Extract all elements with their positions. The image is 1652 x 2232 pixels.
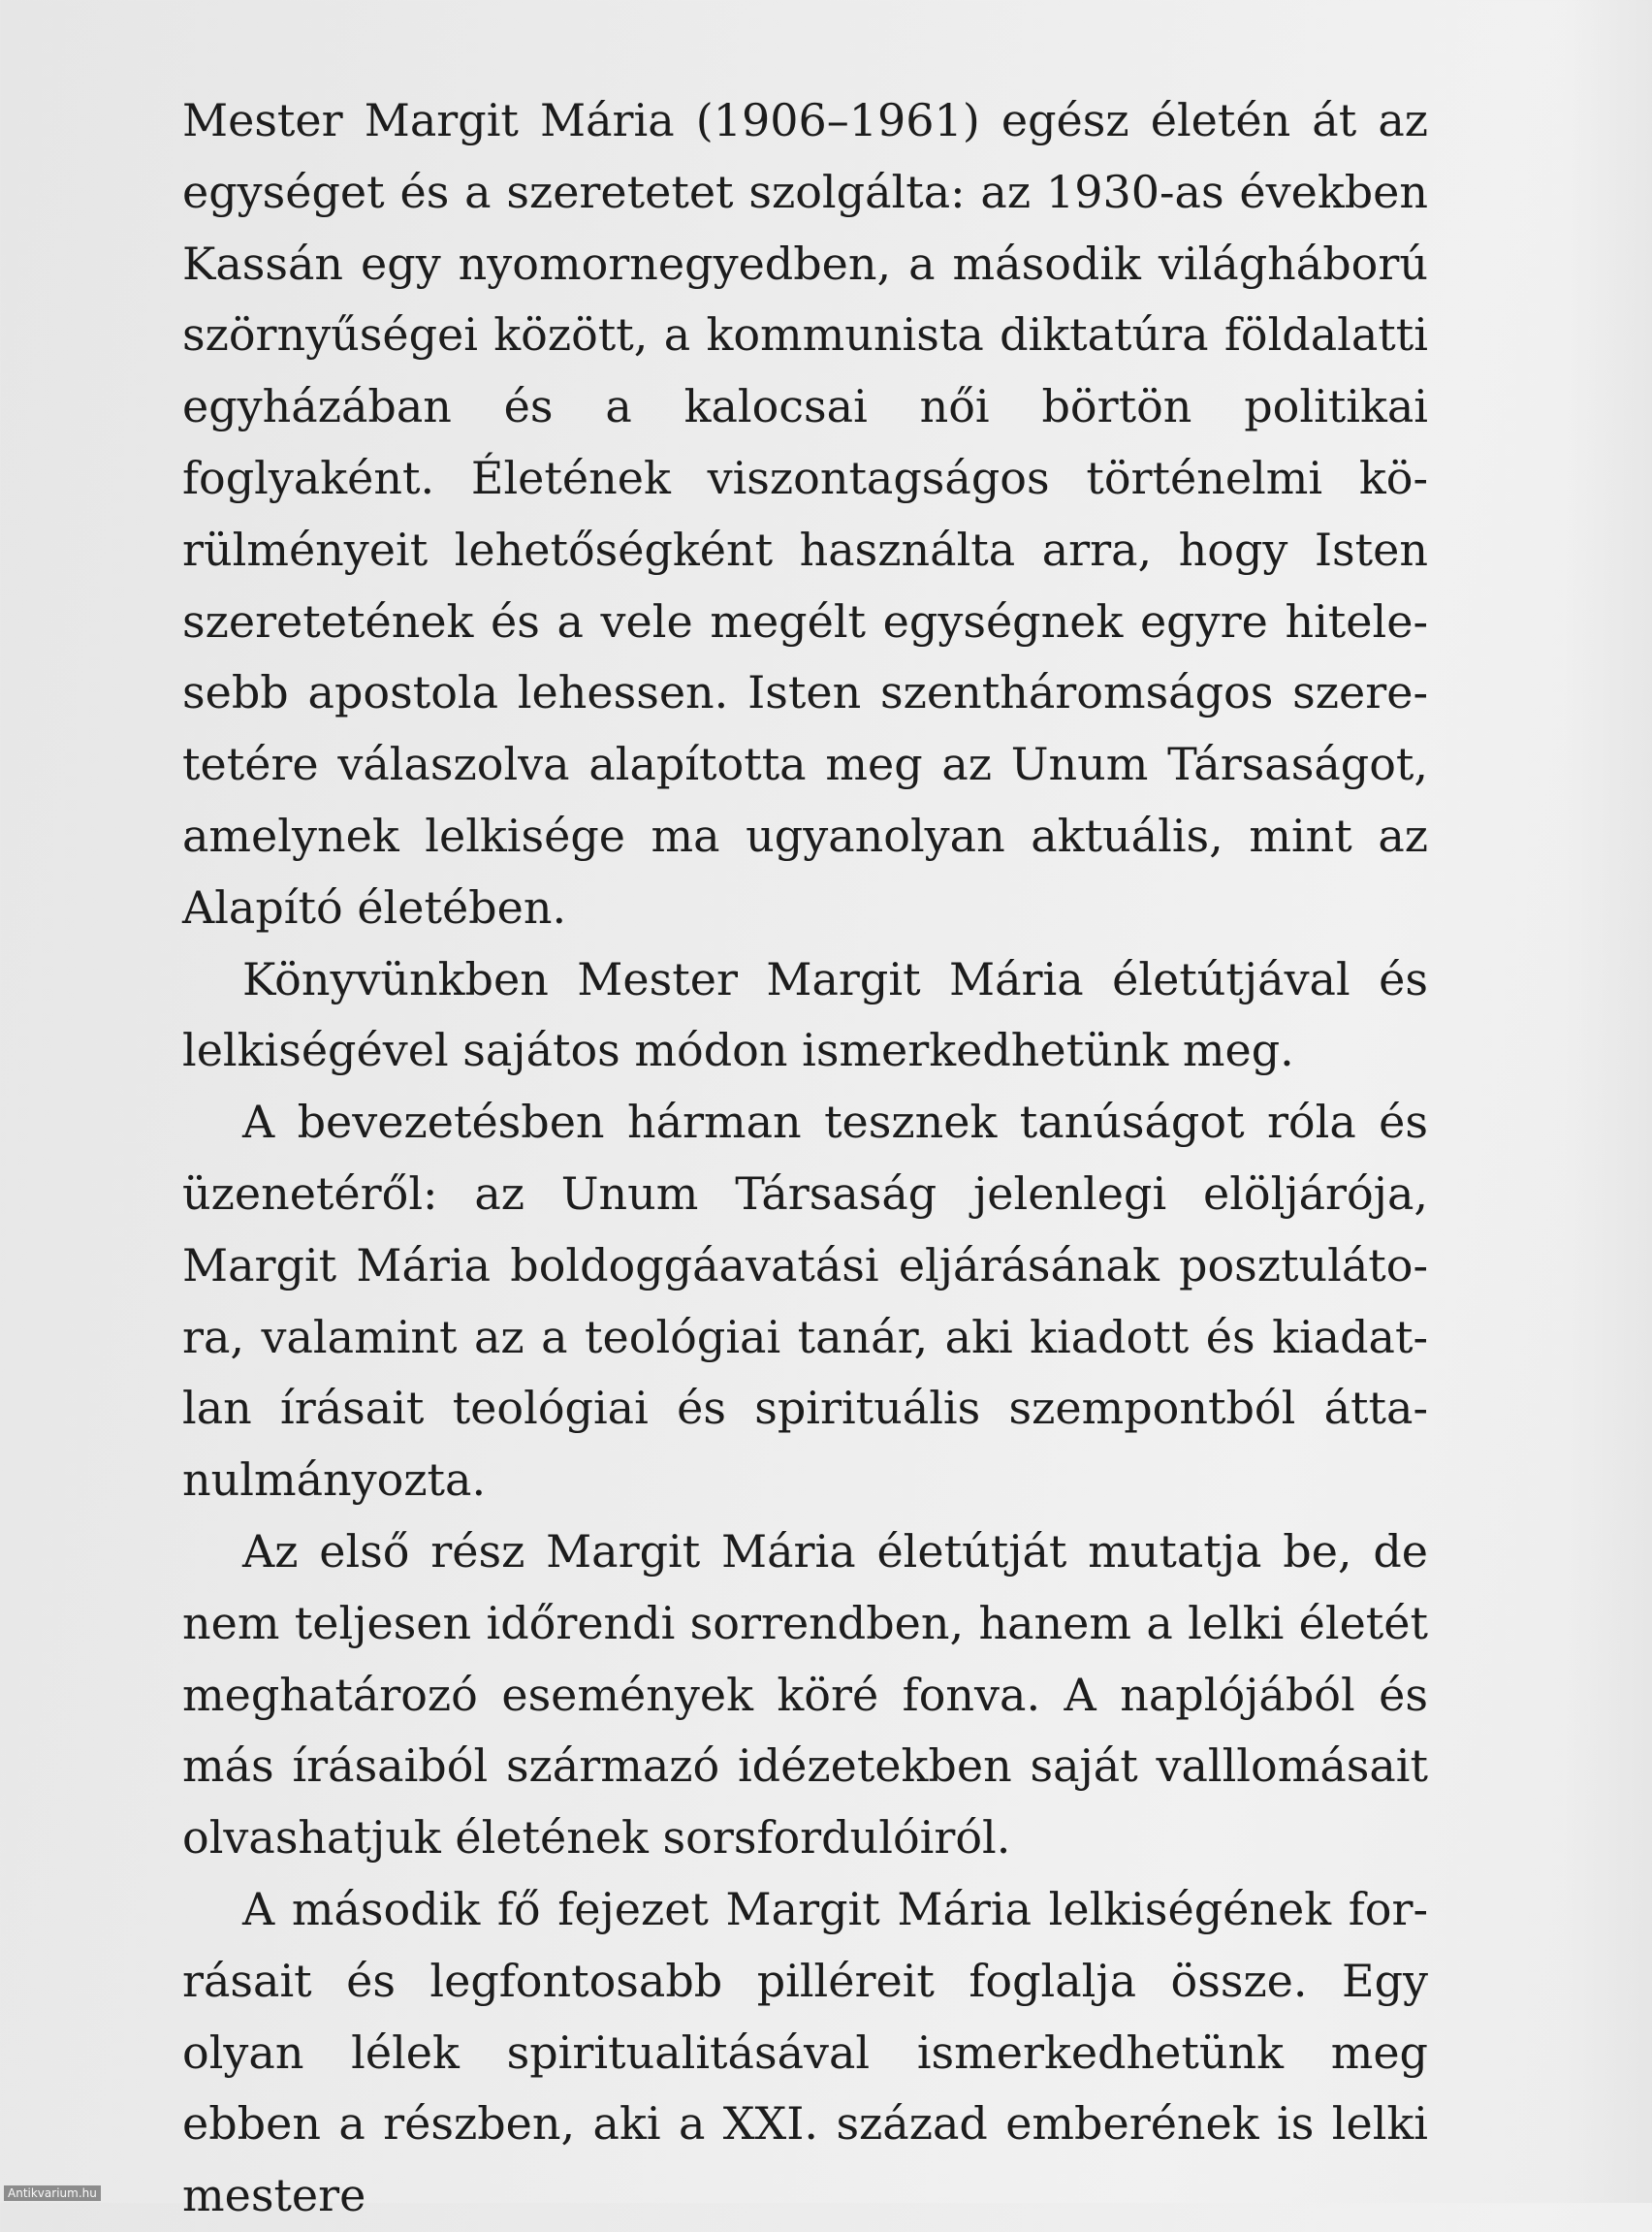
paragraph-2: Könyvünkben Mester Margit Mária életútjával és lelkiségével sajátos módon ismerkedhetünk meg. xyxy=(182,952,1428,1077)
paragraph-4: Az első rész Margit Mária életútját mutatja be, de nem teljesen időrendi sorrendben, hanem a lelki életét meghatározó események köré fonva. A naplójából és más írásaiból származó idézetekben saját valllomásait olvashatjuk életének sorsfordulóiról. xyxy=(182,1524,1428,1865)
page-edge-shadow xyxy=(1565,0,1652,2203)
watermark: Antikvarium.hu xyxy=(4,2185,101,2201)
paragraph-5: A második fő fejezet Margit Mária lelkiségének forrásait és legfontosabb pilléreit foglalja össze. Egy olyan lélek spiritualitásával ismerkedhetünk meg ebben a részben, aki a XXI. század emberének is lelki mestere xyxy=(182,1882,1428,2222)
paragraph-3: A bevezetésben hárman tesznek tanúságot róla és üzenetéről: az Unum Társaság jelenlegi elöljárója, Margit Mária boldoggáavatási eljárásának posztulátora, valamint az a teológiai tanár, aki kiadott és kiadatlan írásait teológiai és spirituális szempontból áttanulmányozta. xyxy=(182,1096,1428,1507)
paragraph-1: Mester Margit Mária (1906–1961) egész életén át az egységet és a szeretetet szolgálta: az 1930-as években Kassán egy nyomornegyedben, a második világháború szörnyűségei között, a kommunista diktatúra földalatti egyházában és a kalocsai női börtön politikai foglyaként. Életének viszontagságos történelmi körülményeit lehetőségként használta arra, hogy Isten szeretetének és a vele megélt egységnek egyre hitelesebb apostola lehessen. Isten szentháromságos szeretetére válaszolva alapította meg az Unum Társaságot, amelynek lelkisége ma ugyanolyan aktuális, mint az Alapító életében. xyxy=(182,94,1428,934)
body-text xyxy=(182,85,1428,2232)
